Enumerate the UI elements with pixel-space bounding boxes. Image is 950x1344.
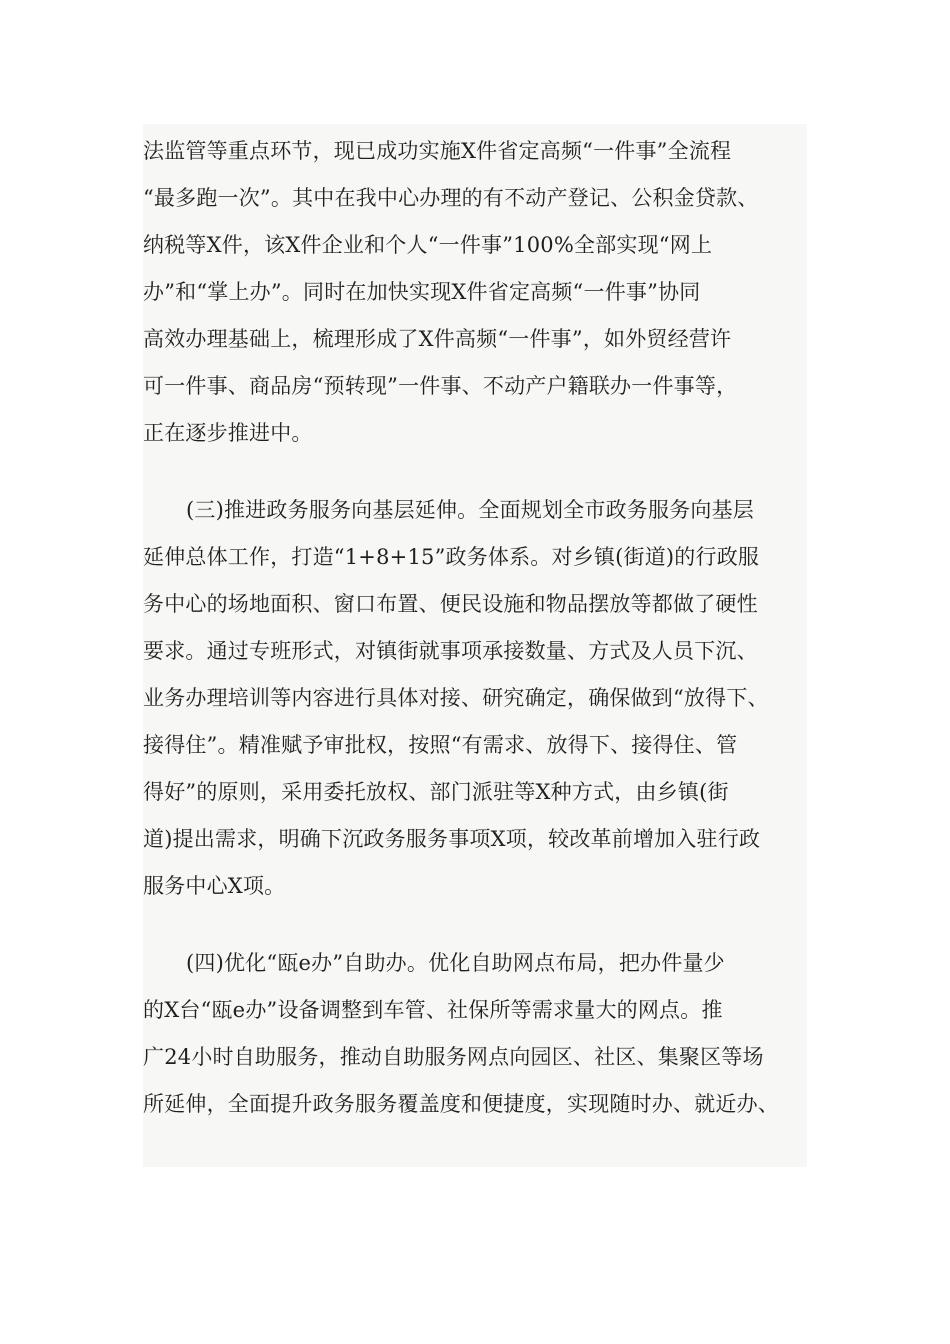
text-line-18: 的X台“瓯e办”设备调整到车管、社保所等需求量大的网点。推: [143, 998, 723, 1022]
text-line-11: 要求。通过专班形式，对镇街就事项承接数量、方式及人员下沉、: [143, 639, 758, 663]
text-line-6: 可一件事、商品房“预转现”一件事、不动产户籍联办一件事等，: [143, 374, 738, 398]
text-line-2: “最多跑一次”。其中在我中心办理的有不动产登记、公积金贷款、: [143, 186, 759, 210]
text-line-5: 高效办理基础上，梳理形成了X件高频“一件事”，如外贸经营许: [143, 327, 732, 351]
text-line-3: 纳税等X件，该X件企业和个人“一件事”100%全部实现“网上: [143, 233, 713, 257]
paragraph-four-heading-line: (四)优化“瓯e办”自助办。优化自助网点布局，把办件量少: [186, 951, 725, 975]
text-line-10: 务中心的场地面积、窗口布置、便民设施和物品摆放等都做了硬性: [143, 592, 758, 616]
text-line-14: 得好”的原则，采用委托放权、部门派驻等X种方式，由乡镇(街: [143, 780, 729, 804]
text-line-12: 业务办理培训等内容进行具体对接、研究确定，确保做到“放得下、: [143, 686, 769, 710]
text-line-19: 广24小时自助服务，推动自助服务网点向园区、社区、集聚区等场: [143, 1045, 764, 1069]
paragraph-three-heading-line: (三)推进政务服务向基层延伸。全面规划全市政务服务向基层: [186, 498, 754, 522]
text-line-16: 服务中心X项。: [143, 874, 286, 898]
text-line-20: 所延伸，全面提升政务服务覆盖度和便捷度，实现随时办、就近办、: [143, 1092, 779, 1116]
text-line-13: 接得住”。精准赋予审批权，按照“有需求、放得下、接得住、管: [143, 733, 738, 757]
text-line-1: 法监管等重点环节，现已成功实施X件省定高频“一件事”全流程: [143, 139, 732, 163]
text-line-15: 道)提出需求，明确下沉政务服务事项X项，较改革前增加入驻行政: [143, 827, 761, 851]
text-line-7: 正在逐步推进中。: [143, 421, 313, 445]
text-line-4: 办”和“掌上办”。同时在加快实现X件省定高频“一件事”协同: [143, 280, 701, 304]
text-line-9: 延伸总体工作，打造“1+8+15”政务体系。对乡镇(街道)的行政服: [143, 545, 760, 569]
